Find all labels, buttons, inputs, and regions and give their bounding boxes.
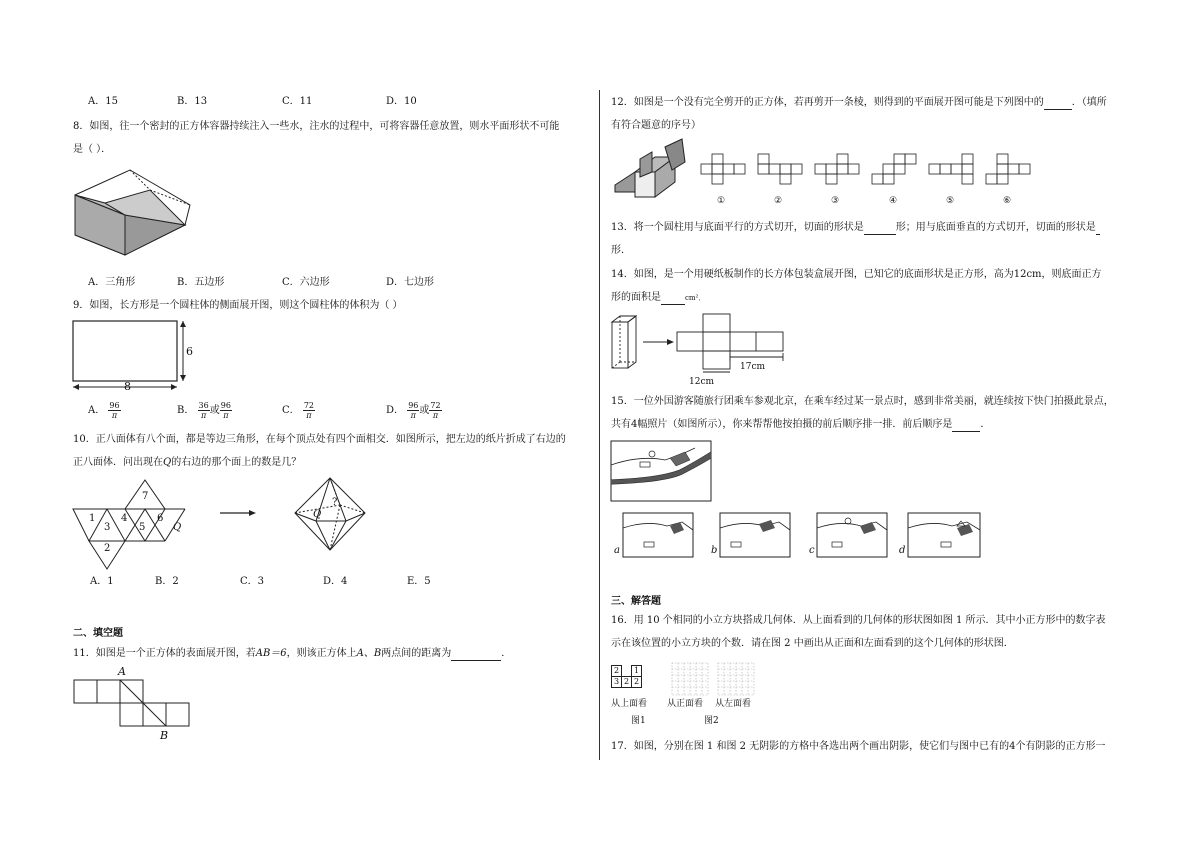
q10-net-label: Q: [173, 522, 182, 533]
q7-option-c: C．11: [282, 96, 313, 107]
q8-option-b: B．五边形: [177, 277, 225, 288]
q9-stem: 9．如图，长方形是一个圆柱体的侧面展开图，则这个圆柱体的体积为（ ）: [73, 300, 403, 311]
grid-cell: [622, 666, 632, 677]
q10-net-label: 6: [157, 513, 164, 524]
q14-stem-line2: 形的面积是 cm²．: [611, 292, 706, 303]
q12-net-option-5: [928, 153, 976, 185]
section-title-answer: 三、解答题: [611, 596, 661, 607]
q15-photo-label: b: [711, 545, 718, 556]
q16-stem-line1: 16．用 10 个相同的小立方块搭成几何体．从上面看到的几何体的形状图如图 1 所示．其中小正方形中的数字表: [611, 615, 1106, 626]
q12-net-number: ②: [774, 196, 783, 206]
q12-stem-line2: 有符合题意的序号）: [611, 120, 701, 131]
q16-left-view-grid[interactable]: [718, 663, 754, 695]
q10-solid-label: ?: [332, 497, 338, 508]
q16-figure-label: 图2: [704, 716, 719, 726]
q7-option-b: B．13: [177, 96, 208, 107]
q15-photo-b: [719, 512, 791, 558]
q12-cut-cube: [610, 137, 690, 207]
grid-cell: 3: [612, 677, 622, 688]
q12-net-option-4: [871, 153, 919, 185]
q12-net-option-3: [814, 153, 862, 185]
q15-photo-c: [816, 512, 888, 558]
q16-view-label: 从左面看: [715, 699, 752, 709]
q16-front-view-grid[interactable]: [672, 663, 708, 695]
section-title-fill-in: 二、填空题: [73, 628, 123, 639]
q11-stem: 11．如图是一个正方体的表面展开图，若AB＝6，则该正方体上A、B两点间的距离为 ．: [73, 648, 512, 659]
q14-height-label: 12cm: [689, 377, 715, 387]
q10-option-a: A．1: [90, 576, 114, 587]
answer-blank[interactable]: [952, 420, 980, 432]
q13-stem-line1: 13．将一个圆柱用与底面平行的方式切开，切面的形状是 形；用与底面垂直的方式切开，切面的形状是: [611, 221, 1100, 235]
q12-net-number: ①: [717, 196, 726, 206]
q10-stem-line1: 10．正八面体有八个面，都是等边三角形，在每个顶点处有四个面相交．如图所示，把左边的纸片折成了右边的: [73, 434, 566, 445]
q10-option-b: B．2: [155, 576, 179, 587]
answer-blank[interactable]: [864, 223, 896, 235]
q10-option-c: C．3: [240, 576, 265, 587]
q11-point-a: A: [118, 665, 126, 678]
q16-stem-line2: 示在该位置的小立方块的个数．请在图 2 中画出从正面和左面看到的这个几何体的形状图．: [611, 638, 1014, 649]
q9-option-d: D． $\frac{96}{\pi}$ 或 $\frac{72}{\pi}$: [386, 401, 441, 420]
q9-option-c: C． $\frac{72}{\pi}$: [282, 401, 315, 420]
q7-option-a: A．15: [88, 96, 118, 107]
q10-stem-line2: 正八面体．问出现在Q的右边的那个面上的数是几？: [73, 457, 302, 468]
q8-cube-figure: [70, 165, 195, 260]
column-divider: [599, 90, 600, 760]
q12-net-number: ⑥: [1003, 196, 1012, 206]
q10-net-label: 4: [121, 513, 128, 524]
q16-figure-label: 图1: [631, 716, 646, 726]
q12-net-number: ⑤: [946, 196, 955, 206]
q10-net-label: 1: [89, 513, 96, 524]
q10-net-label: 5: [139, 522, 146, 533]
q15-photo-a: [622, 512, 694, 558]
q15-photo-label: c: [809, 545, 815, 556]
answer-blank[interactable]: [1096, 223, 1100, 235]
grid-cell: 2: [632, 677, 642, 688]
q12-stem-line1: 12．如图是一个没有完全剪开的正方体，若再剪开一条棱，则得到的平面展开图可能是下列图中的 ．（填所: [611, 97, 1107, 108]
q8-option-a: A．三角形: [88, 277, 136, 288]
q15-stem-line2: 共有4幅照片（如图所示），你来帮帮他按拍摄的前后顺序排一排．前后顺序是 ．: [611, 419, 991, 430]
q15-stem-line1: 15．一位外国游客随旅行团乘车参观北京，在乘车经过某一景点时，感到非常美丽，就连续按下快门拍摄此景点，: [611, 396, 1114, 407]
grid-cell: 2: [622, 677, 632, 688]
q10-net-label: 7: [142, 491, 149, 502]
q11-point-b: B: [160, 729, 169, 742]
q9-height-label: 6: [186, 345, 193, 358]
q7-option-d: D．10: [386, 96, 417, 107]
answer-blank[interactable]: [661, 293, 685, 305]
answer-blank[interactable]: [1044, 98, 1072, 110]
q10-net-label: 2: [104, 543, 111, 554]
q9-option-a: A． $\frac{96}{\pi}$: [88, 401, 120, 420]
answer-blank[interactable]: [451, 649, 501, 661]
q12-net-option-1: [700, 153, 748, 185]
q15-photo-label: a: [614, 545, 620, 556]
q10-net-label: 3: [104, 522, 111, 533]
q8-option-c: C．六边形: [282, 277, 330, 288]
q12-net-option-6: [985, 153, 1033, 185]
q16-view-label: 从正面看: [667, 699, 704, 709]
q13-stem-line2: 形．: [611, 245, 631, 256]
q16-view-label: 从上面看: [611, 699, 648, 709]
arrow-right-icon: [218, 508, 258, 518]
q14-length-label: 17cm: [740, 362, 766, 372]
q10-solid-label: Q: [313, 509, 322, 520]
q12-net-number: ③: [831, 196, 840, 206]
q9-option-b: B． $\frac{36}{\pi}$ 或 $\frac{96}{\pi}$: [177, 401, 231, 420]
q8-option-d: D．七边形: [386, 277, 435, 288]
q15-scene-photo: [610, 440, 712, 502]
q10-option-e: E．5: [407, 576, 431, 587]
q15-photo-label: d: [899, 545, 906, 556]
q12-net-option-2: [757, 153, 805, 185]
q8-stem-line1: 8．如图，往一个密封的正方体容器持续注入一些水，注水的过程中，可将容器任意放置，则水平面形状不可能: [73, 121, 560, 132]
grid-cell: 1: [632, 666, 642, 677]
q9-width-label: 8: [124, 380, 131, 393]
q17-stem-line1: 17．如图，分别在图 1 和图 2 无阴影的方格中各选出两个画出阴影，使它们与图中已有的4个有阴影的正方形一: [611, 741, 1106, 752]
q15-photo-d: [907, 512, 981, 558]
q14-stem-line1: 14．如图，是一个用硬纸板制作的长方体包装盒展开图，已知它的底面形状是正方形，高为12cm，则底面正方: [611, 269, 1102, 280]
q10-octahedron-solid: [290, 475, 370, 555]
q9-rectangle-figure: [70, 318, 195, 396]
grid-cell: 2: [612, 666, 622, 677]
q11-cube-net: [72, 678, 194, 728]
q8-stem-line2: 是（ ）．: [73, 144, 112, 155]
q12-net-number: ④: [889, 196, 898, 206]
q16-top-view-grid: [611, 665, 642, 688]
q10-option-d: D．4: [323, 576, 348, 587]
